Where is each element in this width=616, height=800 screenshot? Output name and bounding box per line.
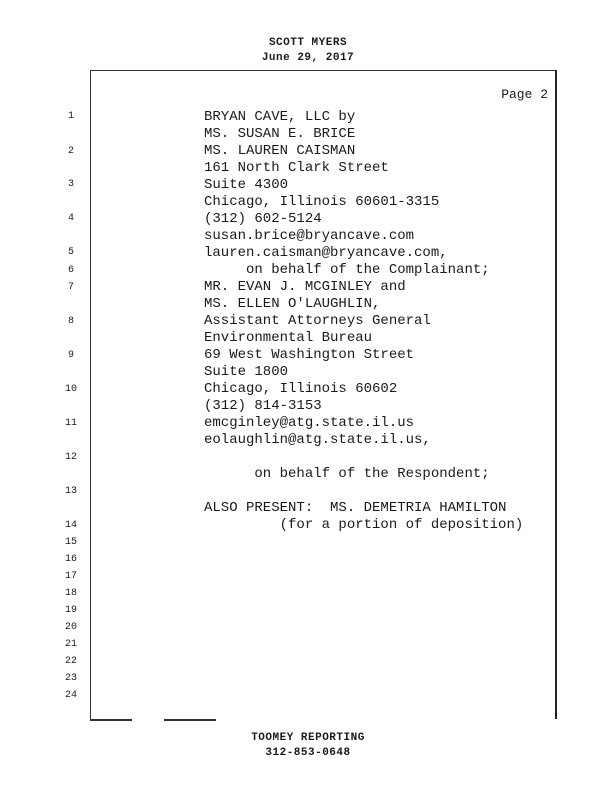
text-line: MS. SUSAN E. BRICE: [204, 126, 356, 142]
text-line: Suite 1800: [204, 364, 289, 380]
line-number: 9: [67, 350, 74, 361]
line-number: 21: [64, 639, 77, 650]
line-number: 24: [64, 690, 77, 701]
text-line: Chicago, Illinois 60602: [204, 381, 398, 397]
page-label: Page 2: [501, 87, 548, 102]
line-number: 19: [64, 605, 77, 616]
line-number: 11: [64, 418, 77, 429]
line-number: 3: [67, 179, 74, 190]
text-line: MR. EVAN J. MCGINLEY and: [204, 279, 406, 295]
text-line: susan.brice@bryancave.com: [204, 228, 415, 244]
line-number: 20: [64, 622, 77, 633]
footer-company: TOOMEY REPORTING: [251, 732, 365, 744]
line-number: 2: [67, 146, 74, 157]
text-line: 161 North Clark Street: [204, 160, 389, 176]
line-number: 15: [64, 537, 77, 548]
text-line: (312) 814-3153: [204, 398, 322, 414]
header-date: June 29, 2017: [261, 52, 355, 64]
text-line: lauren.caisman@bryancave.com,: [204, 245, 448, 261]
footer-phone: 312-853-0648: [265, 747, 351, 759]
text-line: (for a portion of deposition): [204, 517, 524, 533]
bottom-rule-left: [90, 719, 132, 721]
line-number: 8: [67, 316, 74, 327]
line-number: 18: [64, 588, 77, 599]
line-number: 13: [64, 486, 77, 497]
text-line: Assistant Attorneys General: [204, 313, 431, 329]
text-line: ALSO PRESENT: MS. DEMETRIA HAMILTON: [204, 500, 507, 516]
text-line: Environmental Bureau: [204, 330, 373, 346]
line-number: 4: [67, 213, 74, 224]
bottom-rule-right: [164, 719, 216, 721]
text-line: Chicago, Illinois 60601-3315: [204, 194, 440, 210]
header-deponent: SCOTT MYERS: [268, 37, 348, 49]
text-line: on behalf of the Respondent;: [204, 466, 490, 482]
line-number: 7: [67, 282, 74, 293]
text-line: Suite 4300: [204, 177, 289, 193]
line-number: 17: [64, 571, 77, 582]
line-number: 16: [64, 554, 77, 565]
line-number: 10: [64, 384, 77, 395]
text-line: on behalf of the Complainant;: [204, 262, 490, 278]
text-line: emcginley@atg.state.il.us: [204, 415, 415, 431]
line-number: 6: [67, 265, 74, 276]
text-line: 69 West Washington Street: [204, 347, 415, 363]
line-number: 12: [64, 452, 77, 463]
text-line: MS. ELLEN O'LAUGHLIN,: [204, 296, 381, 312]
text-line: BRYAN CAVE, LLC by: [204, 109, 356, 125]
line-number: 22: [64, 656, 77, 667]
line-number: 23: [64, 673, 77, 684]
text-line: eolaughlin@atg.state.il.us,: [204, 432, 431, 448]
text-line: MS. LAUREN CAISMAN: [204, 143, 356, 159]
line-number: 14: [64, 520, 77, 531]
text-line: (312) 602-5124: [204, 211, 322, 227]
line-number: 5: [67, 247, 74, 258]
line-number: 1: [67, 111, 74, 122]
